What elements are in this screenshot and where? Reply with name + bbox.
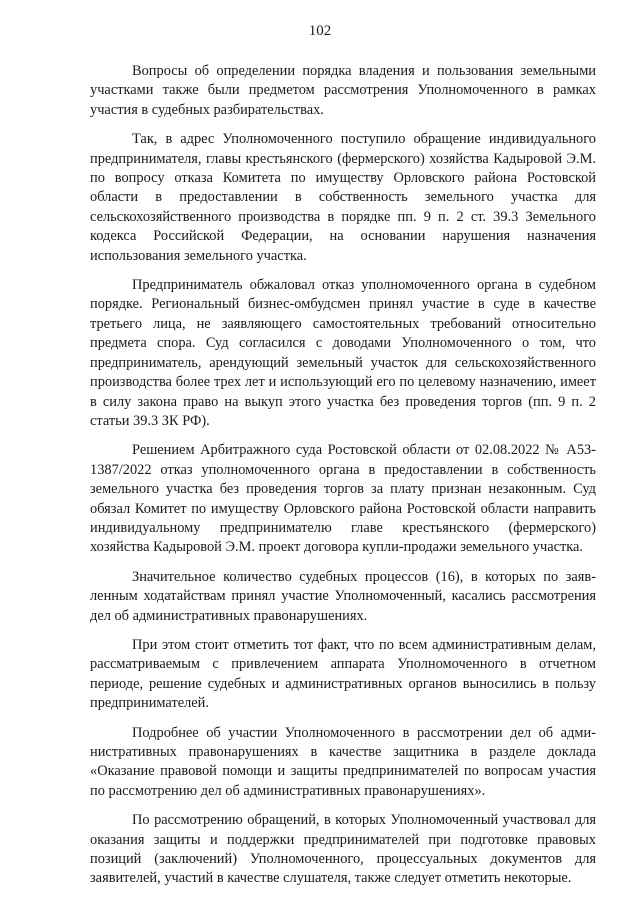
paragraph-favorable-outcomes: При этом стоит отметить тот факт, что по всем административным делам, рассматриваемым с привлечением аппарата Уполномоченного в отчетном периоде, решение судебных и административных органов выносились в пользу предпринимателей. <box>90 636 596 712</box>
paragraph-administrative-cases: Значительное количество судебных процессов (16), в которых по заявленным ходатайствам принял участие Уполномоченный, касались рассмотрения дел об административных правонарушениях. <box>90 568 596 624</box>
paragraph-land-use-disputes: Вопросы об определении порядка владения и пользования земельными участками также были предметом рассмотрения Уполномоченного в рамках участия в судебных разбирательствах. <box>90 63 596 118</box>
paragraph-report-reference: Подробнее об участии Уполномоченного в рассмотрении дел об административных правонарушениях в качестве защитника в разделе доклада «Оказание правовой помощи и защиты предпринимателей по вопросам участия по рассмотрению дел об административных правонарушениях». <box>90 724 596 799</box>
page-number: 102 <box>308 23 332 39</box>
paragraph-kadyrova-appeal: Так, в адрес Уполномоченного поступило обращение индивидуального предпринимателя, главы крестьянского (фермерского) хозяйства Кадыровой Э.М. по вопросу отказа Комитета по имуществу Орловского района Ростовской области в предоставлении в собственность земельного участка для сельскохозяйственного производства в порядке пп. 9 п. 2 ст. 39.3 Земельного кодекса Российской Федерации, на основании нарушения назначения использования земельного участка. <box>90 131 596 264</box>
paragraph-arbitration-decision: Решением Арбитражного суда Ростовской области от 02.08.2022 № А53-1387/2022 отказ уполномоченного органа в предоставлении в собственность земельного участка без проведения торгов за плату признан незаконным. Суд обязал Комитет по имуществу Орловского района Ростовской области направить индивидуальному предпринимателю главе крестьянского (фермерского) хозяйства Кадыровой Э.М. проект договора купли-продажи земельного участка. <box>90 442 596 556</box>
paragraph-court-challenge: Предприниматель обжаловал отказ уполномоченного органа в судебном порядке. Региональный бизнес-омбудсмен принял участие в суде в качестве третьего лица, не заявляющего самостоятельных требований относительно предмета спора. Суд согласился с доводами Уполномоченного о том, что предприниматель, арендующий земельный участок для сельскохозяйственного производства более трех лет и использующий его по целевому назначению, имеет в силу закона право на выкуп этого участка без проведения торгов (пп. 9 п. 2 статьи 39.3 ЗК РФ). <box>90 277 596 429</box>
paragraph-legal-positions: По рассмотрению обращений, в которых Уполномоченный участвовал для оказания защиты и поддержки предпринимателей при подготовке правовых позиций (заключений) Уполномоченного, процессуальных документов для заявителей, участий в качестве слушателя, также следует отметить некоторые. <box>90 812 596 887</box>
page-content <box>90 62 596 899</box>
